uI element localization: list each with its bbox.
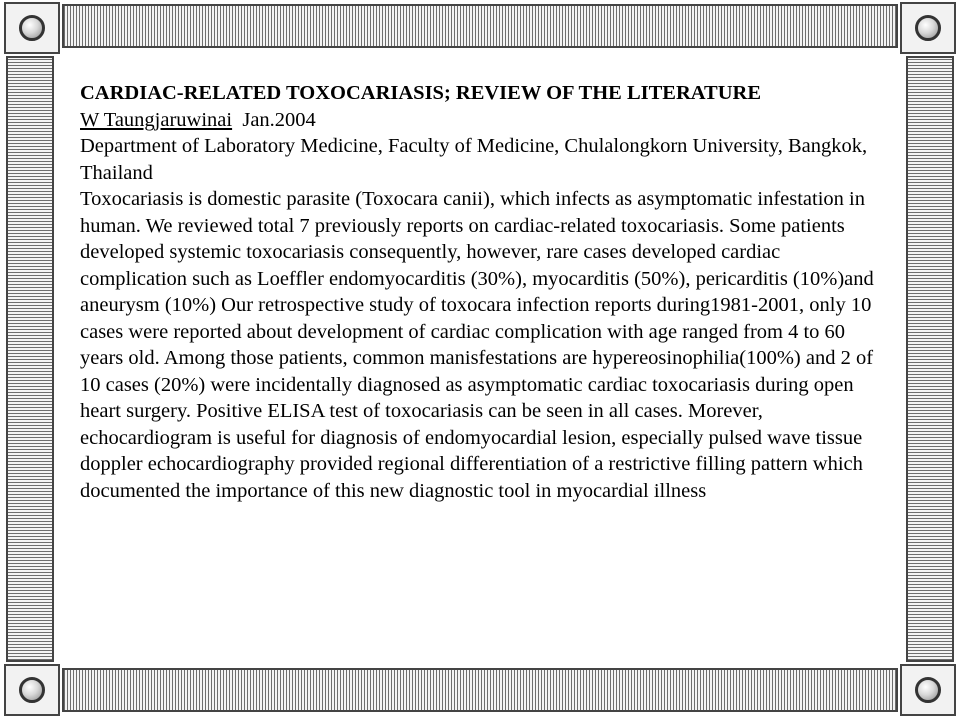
date: Jan.2004 (242, 108, 316, 131)
corner-top-right (900, 2, 956, 54)
circle-knob-icon (915, 15, 941, 41)
byline (80, 107, 890, 134)
circle-knob-icon (19, 677, 45, 703)
circle-knob-icon (915, 677, 941, 703)
frame-right-bar (906, 56, 954, 662)
corner-bottom-right (900, 664, 956, 716)
circle-knob-icon (19, 15, 45, 41)
author-name: W Taungjaruwinai (80, 108, 233, 131)
slide-title: CARDIAC-RELATED TOXOCARIASIS; REVIEW OF THE LITERATURE (80, 82, 762, 104)
frame-left-bar (6, 56, 54, 662)
abstract-text: Toxocariasis is domestic parasite (Toxocara canii), which infects as asymptomatic infestation in human. We reviewed total 7 previously reports on cardiac-related toxocariasis. Some patients developed systemic toxocariasis consequently, however, rare cases developed cardiac complication such as Loeffler endomyocarditis (30%), myocarditis (50%), pericarditis (10%)and aneurysm (10%) Our retrospective study of toxocara infection reports during1981-2001, only 10 cases were reported about development of cardiac complication with age ranged from 4 to 60 years old. Among those patients, common manisfestations are hypereosinophilia(100%) and 2 of 10 cases (20%) were incidentally diagnosed as asymptomatic cardiac toxocariasis during open heart surgery. Positive ELISA test of toxocariasis can be seen in all cases. Morever, echocardiogram is useful for diagnosis of endomyocardial lesion, especially pulsed wave tissue doppler echocardiography provided regional differentiation of a restrictive filling pattern which documented the importance of this new diagnostic tool in myocardial illness (80, 188, 874, 502)
frame-top-bar (62, 4, 898, 48)
corner-bottom-left (4, 664, 60, 716)
slide-content (80, 80, 890, 504)
corner-top-left (4, 2, 60, 54)
frame-bottom-bar (62, 668, 898, 712)
affiliation: Department of Laboratory Medicine, Faculty of Medicine, Chulalongkorn University, Bangkok, Thailand (80, 135, 868, 184)
